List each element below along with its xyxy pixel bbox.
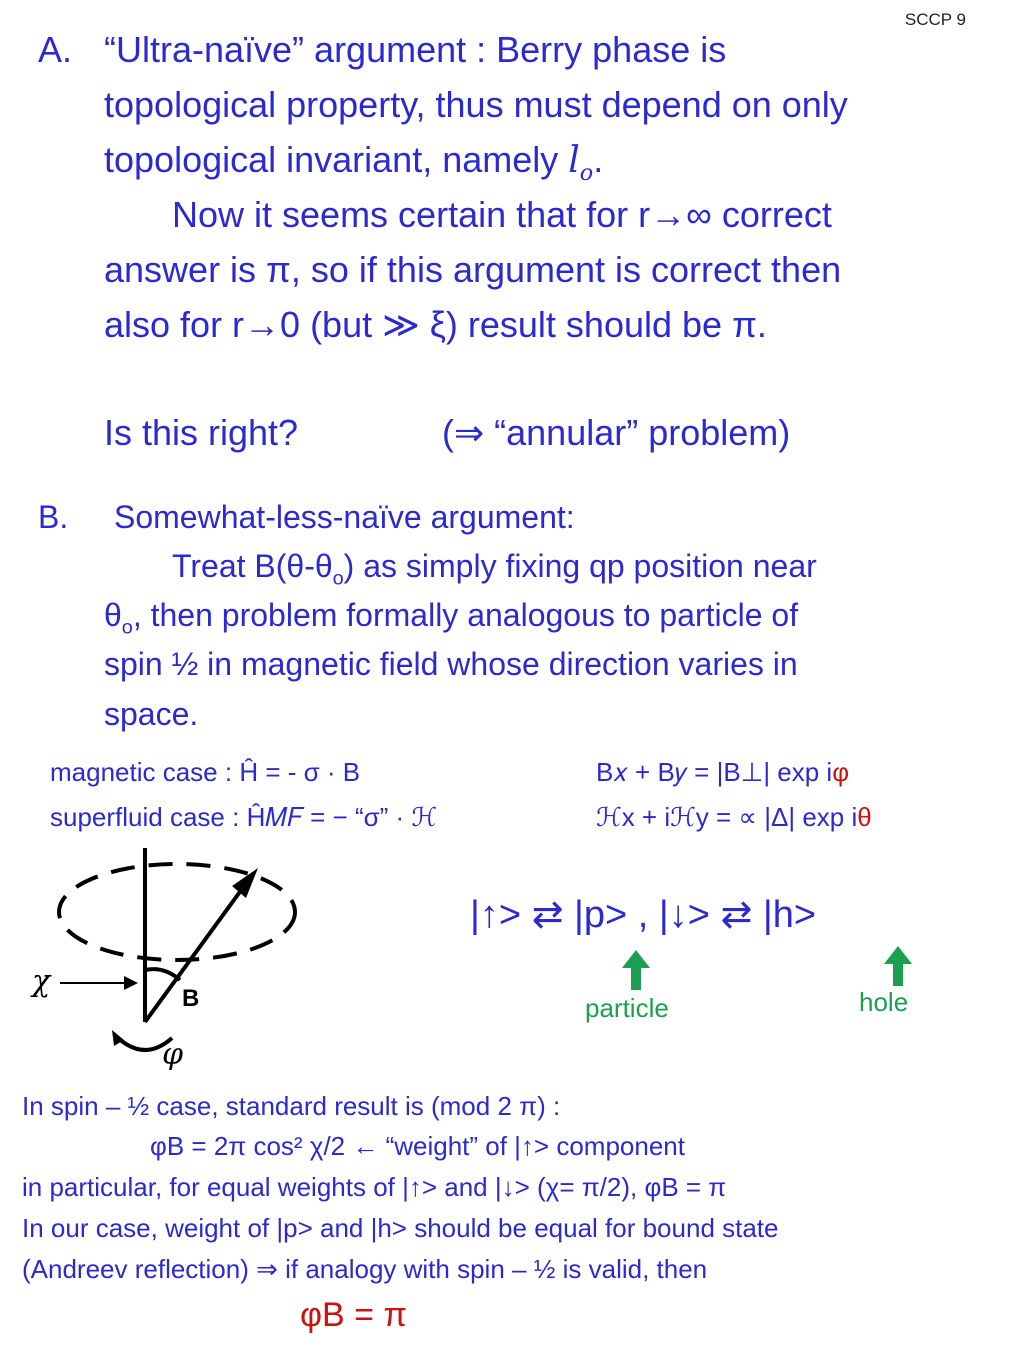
magnetic-case-text: magnetic case : <box>50 757 240 787</box>
section-a-line-6: also for r→0 (but ≫ ξ) result should be π. <box>104 304 767 345</box>
magnetic-case-equation: Ĥ = - σ · B <box>239 757 361 787</box>
bottom-line-3: in particular, for equal weights of |↑> and |↓> (χ= π/2), φB = π <box>22 1172 727 1202</box>
precession-ellipse <box>59 864 295 960</box>
magnetic-case-label <box>50 752 360 792</box>
section-b-line-2a: θ <box>104 597 122 633</box>
section-b-title: Somewhat-less-naïve argument: <box>114 499 575 535</box>
question: Is this right? <box>104 412 299 453</box>
chi-label: χ <box>32 964 51 999</box>
section-a-line-4: Now it seems certain that for r→∞ correct <box>172 194 832 235</box>
bottom-line-2: φB = 2π cos² χ/2 ← “weight” of |↑> component <box>150 1131 685 1161</box>
topological-invariant <box>568 140 594 187</box>
superfluid-case-rhs <box>596 797 872 837</box>
magnetic-phi: φ <box>832 757 850 787</box>
particle-arrow-icon <box>620 950 652 990</box>
invariant-symbol: l <box>568 140 580 181</box>
invariant-subscript: o <box>579 160 594 187</box>
angle-arc <box>145 969 180 980</box>
section-b-line-3: spin ½ in magnetic field whose direction varies in <box>104 646 798 682</box>
bottom-line-4: In our case, weight of |p> and |h> should be equal for bound state <box>22 1213 779 1243</box>
superfluid-theta: θ <box>857 802 872 832</box>
hole-label: hole <box>859 987 909 1017</box>
bottom-line-1: In spin – ½ case, standard result is (mod 2 π) : <box>22 1091 561 1121</box>
section-b-marker: B. <box>38 499 69 535</box>
phi-label: φ <box>162 1037 184 1072</box>
question-reference: (⇒ “annular” problem) <box>442 412 791 453</box>
section-a-line-3: topological invariant, namely $l_o$. <box>104 139 604 187</box>
section-b-line-1b: ) as simply fixing qp position near <box>343 548 817 584</box>
theta-sub-2: o <box>121 616 133 639</box>
b-vector-label: B <box>182 985 200 1012</box>
section-a-line-5: answer is π, so if this argument is correct then <box>104 249 842 290</box>
particle-label: particle <box>585 993 669 1023</box>
superfluid-case-label <box>50 797 437 837</box>
bottom-line-5: (Andreev reflection) ⇒ if analogy with spin – ½ is valid, then <box>22 1254 708 1284</box>
section-b-line-2b: , then problem formally analogous to particle of <box>132 597 799 633</box>
magnetic-rhs-text: B𝑥 + B𝑦 = |B⊥| exp i <box>596 757 833 787</box>
section-a-marker: A. <box>38 29 73 70</box>
state-mapping: |↑> ⇄ |p> , |↓> ⇄ |h> <box>470 894 817 936</box>
hole-arrow-icon <box>882 946 914 986</box>
berry-phase-result: φB = π <box>300 1296 407 1334</box>
slide-label: SCCP 9 <box>904 10 966 29</box>
section-a-line-3-text: topological invariant, namely <box>104 139 569 180</box>
magnetic-case-rhs <box>596 752 849 792</box>
theta-sub-1: o <box>332 567 344 590</box>
section-a-line-1: “Ultra-naïve” argument : Berry phase is <box>104 29 727 70</box>
superfluid-rhs-text: ℋx + iℋy = ∝ |Δ| exp i <box>596 802 858 832</box>
section-b-line-1a: Treat B(θ-θ <box>172 548 333 584</box>
chi-pointer-arrowhead <box>124 976 138 990</box>
section-a-line-2: topological property, thus must depend on only <box>104 84 848 125</box>
section-b-line-4: space. <box>104 696 199 732</box>
superfluid-case-text: superfluid case : <box>50 802 247 832</box>
superfluid-case-equation: Ĥ𝑀𝐹 = − “σ” · ℋ <box>246 802 438 832</box>
